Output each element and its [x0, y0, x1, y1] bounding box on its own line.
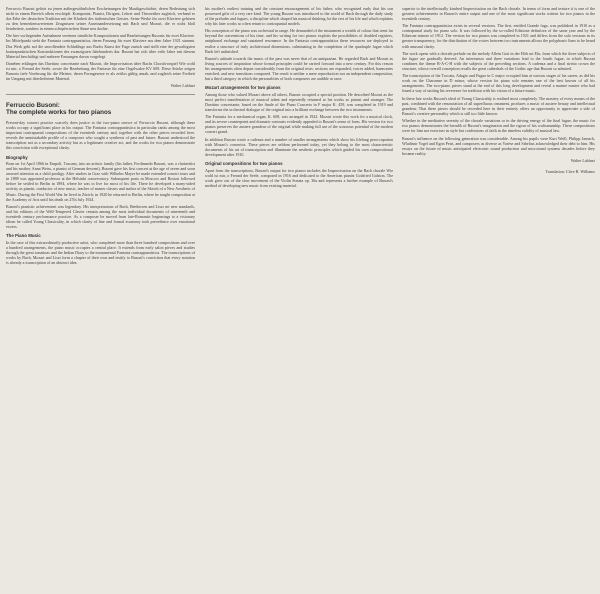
translator-credit: Translation: Clive R. Williams	[545, 169, 595, 175]
english-subtitle: The complete works for two pianos	[6, 109, 112, 117]
middle-paragraph-2: His conception of the piano was orchestral in range. He demanded of the instrument a wealth of colour that went far beyond the conventions of his time, and his writing for two pianos exploits the possibilities of doubled registers, antiphonal exchange and sustained resonance. In the Fantasia contrappuntistica these resources are deployed to realise a structure of truly architectural dimensions, culminating in the completion of the quadruple fugue which Bach left unfinished.	[205, 28, 393, 54]
column-middle	[205, 6, 393, 590]
right-paragraph-7: Busoni's influence on the following generation was considerable. Among his pupils were Kurt Weill, Philipp Jarnach, Wladimir Vogel and Egon Petri, and composers as diverse as Varèse and Sibelius acknowledged their debt to him. His essays on the future of music anticipated electronic sound production and microtonal systems decades before they became reality.	[402, 135, 595, 156]
middle-paragraph-3: Busoni's attitude towards the music of the past was never that of an antiquarian. He regarded Bach and Mozart as living sources of inspiration whose formal principles could be carried forward into a new century. For this reason his arrangements often depart considerably from the original texts: sections are expanded, voices added, harmonies enriched, and new transitions composed. The result is neither a mere reproduction nor an independent composition, but a third category in which the personalities of both composers are audible at once.	[205, 55, 393, 81]
right-paragraph-5: In these late works Busoni's ideal of Young Classicality is realised most completely. The mastery of every means of the past, combined with the renunciation of all superfluous ornament, produces a music of austere beauty and intellectual grandeur. That these pieces should be recorded here in their entirety offers an opportunity to appreciate a side of Busoni's creative personality which is still too little known.	[402, 95, 595, 116]
right-paragraph-6: Whether in the meditative serenity of the chorale variations or in the driving energy of the final fugue, the music for two pianos demonstrates the breadth of Busoni's imagination and the rigour of his craftsmanship. These compositions were for him not exercises in style but confessions of faith in the timeless validity of musical law.	[402, 118, 595, 134]
right-paragraph-1: superior to the intellectually kindred Improvisation on the Bach chorale. In terms of form and texture it is one of the greatest achievements in Busoni's entire output and one of the most significant works written for two pianos in the twentieth century.	[402, 6, 595, 22]
column-right	[402, 6, 595, 590]
author-signature-german: Walter Labhart	[170, 83, 195, 89]
heading-piano-music: The Piano Music	[6, 233, 41, 238]
heading-original-compositions: Original compositions for two pianos	[205, 160, 283, 166]
heading-biography: Biography	[6, 154, 28, 160]
right-paragraph-4: The transcription of the Toccata, Adagio and Fugue in C major occupied him at various stages of his career, as did his work on the Chaconne in D minor, whose version for piano solo remains one of the best known of all his arrangements. The two-piano pieces stand at the end of this long development and reveal a mature master who had found a way of uniting his reverence for tradition with his vision of a future music.	[402, 73, 595, 94]
mozart-paragraph-2: The Fantasia for a mechanical organ, K. 608, was arranged in 1922. Mozart wrote this work for a musical clock, and its severe counterpoint and dramatic contrasts evidently appealed to Busoni's sense of form. His version for two pianos preserves the austere grandeur of the original while making full use of the sonorous potential of the modern concert grand.	[205, 114, 393, 135]
biography-paragraph-2: Busoni's pianistic achievement was legendary. His interpretations of Bach, Beethoven and Liszt set new standards, and his editions of the Well-Tempered Clavier remain among the most individual documents of nineteenth and twentieth century performance practice. As a composer he moved from late-Romantic beginnings to a visionary idiom he called Young Classicality, in which clarity of line and formal economy took precedence over emotional excess.	[6, 203, 195, 229]
mozart-paragraph-1: Among those who valued Mozart above all others, Busoni occupied a special position. He described Mozart as the most perfect manifestation of musical talent and repeatedly returned to his works as pianist and arranger. The Duettino concertante, based on the finale of the Piano Concerto in F major K. 459, was completed in 1919 and transforms the orchestral dialogue of the original into a brilliant exchange between the two instruments.	[205, 91, 393, 112]
german-paragraph-2: Die hier vorliegenden Aufnahmen vereinen sämtliche Kompositionen und Bearbeitungen Busonis für zwei Klaviere. Im Mittelpunkt steht die Fantasia contrappuntistica, deren Fassung für zwei Klaviere aus dem Jahre 1921 stammt. Das Werk geht auf die unvollendete Schlußfuge aus Bachs Kunst der Fuge zurück und stellt eine der gewaltigsten kontrapunktischen Konstruktionen des zwanzigsten Jahrhunderts dar. Busoni hat sich über viele Jahre mit diesem Material beschäftigt und mehrere Fassungen davon vorgelegt.	[6, 33, 195, 59]
german-paragraph-1: Ferruccio Busoni gehört zu jenen außergewöhnlichen Erscheinungen der Musikgeschichte, deren Bedeutung sich nicht in einem Bereich allein erschöpft. Komponist, Pianist, Dirigent, Lehrer und Theoretiker zugleich, verband er das Erbe der deutschen Tradition mit der Klarheit des italienischen Geistes. Seine Werke für zwei Klaviere gehören zu den bemerkenswertesten Zeugnissen seiner Auseinandersetzung mit Bach und Mozart, die er nicht bloß bearbeitete, sondern in einem schöpferischen Sinne neu dachte.	[6, 6, 195, 32]
piano-music-paragraph-1: In the case of this extraordinarily productive artist, who completed more than three hundred compositions and over a hundred arrangements, the piano music occupies a central place. It extends from early salon pieces and studies through the great sonatinas and the Indian Diary to the monumental Fantasia contrappuntistica. The transcriptions of works by Bach, Mozart and Liszt form a chapter of their own and testify to Busoni's conviction that every notation is already a transcription of an abstract idea.	[6, 239, 195, 265]
middle-paragraph-1: his mother's earliest training and the constant encouragement of his father, who recognised early that his son possessed gifts of a very rare kind. The young Busoni was introduced to the world of Bach through the daily study of the preludes and fugues, a discipline which shaped his musical thinking for the rest of his life and which explains why his later works so often return to contrapuntal models.	[205, 6, 393, 27]
section-divider	[6, 94, 195, 95]
mozart-paragraph-3: In addition Busoni wrote a cadenza and a number of smaller arrangements which show his lifelong preoccupation with Mozart's concertos. These pieces are seldom performed today, yet they belong to the most characteristic documents of his art of transcription and illuminate the aesthetic principles which guided his own compositional development after 1910.	[205, 136, 393, 157]
german-intro	[6, 6, 195, 81]
right-paragraph-2: The Fantasia contrappuntistica exists in several versions. The first, entitled Grande fuga, was published in 1910 as a contrapuntal study for piano solo. It was followed by the so-called Edizione definitiva of the same year and by the Edizione minore of 1912. The version for two pianos was completed in 1921 and differs from the solo versions in its greater transparency, for the distribution of the voices between two instruments allows the polyphonic lines to be heard with unusual clarity.	[402, 23, 595, 49]
original-paragraph-1: Apart from the transcriptions, Busoni's output for two pianos includes the Improvisation on the Bach chorale Wie wohl ist mir, o Freund der Seele, composed in 1916 and dedicated to the American pianist Gottfried Galston. The work grew out of the slow movement of the Violin Sonata op. 36a and represents a further example of Busoni's method of developing new music from existing material.	[205, 167, 393, 188]
column-left	[6, 6, 195, 590]
english-intro-paragraph: Present-day concert practice scarcely does justice to the two-piano oeuvre of Ferruccio Busoni, although these works occupy a significant place in his output. The Fantasia contrappuntistica in particular ranks among the most important contrapuntal compositions of the twentieth century and, together with the other pieces recorded here, reveals the unmistakable profile of a composer who sought a synthesis of past and future. Busoni understood the transcription not as a secondary activity but as a legitimate creative act, and the works for two pianos demonstrate this conviction with exceptional clarity.	[6, 120, 195, 151]
biography-paragraph-1: Born on 1st April 1866 in Empoli, Tuscany, into an artistic family (his father, Ferdinando Busoni, was a clarinettist and his mother, Anna Weiss, a pianist of German descent), Busoni gave his first concert at the age of seven and soon aroused attention as a child prodigy. After studies in Graz with Wilhelm Mayer he made extended concert tours and in 1888 was appointed professor at the Helsinki conservatory. Subsequent posts in Moscow and Boston followed before he settled in Berlin in 1894, where he was to live for most of his life. There he developed a many-sided activity as pianist, conductor of new music, teacher of master classes and author of the Sketch of a New Aesthetic of Music. During the First World War he lived in Zürich; in 1920 he returned to Berlin, where he taught composition at the Academy of Arts until his death on 27th July 1924.	[6, 161, 195, 202]
author-signature-english: Walter Labhart	[570, 158, 595, 164]
english-title: Ferruccio Busoni:	[6, 102, 60, 110]
right-paragraph-3: The work opens with a chorale prelude on the melody Allein Gott in der Höh sei Ehr, from which the three subjects of the fugue are gradually derived. An intermezzo and three variations lead to the fourth fugue, in which Busoni combines the theme B-A-C-H with the subjects of the preceding sections. A cadenza and a final stretto crown the structure, whose overall conception recalls the great cathedrals of the Gothic age that Busoni so admired.	[402, 50, 595, 71]
heading-mozart-arrangements: Mozart arrangements for two pianos	[205, 85, 281, 90]
german-paragraph-3: Daneben erklingen das Duettino concertante nach Mozart, die Improvisation über Bachs Choralvorspiel Wie wohl ist mir, o Freund der Seele, sowie die Bearbeitung der Fantasie für eine Orgelwalze KV 608. Diese Stücke zeigen Busonis tiefe Verehrung für die Meister, deren Formgesetze er als zeitlos gültig ansah, und zugleich seine Freiheit im Umgang mit überliefertem Material.	[6, 60, 195, 81]
